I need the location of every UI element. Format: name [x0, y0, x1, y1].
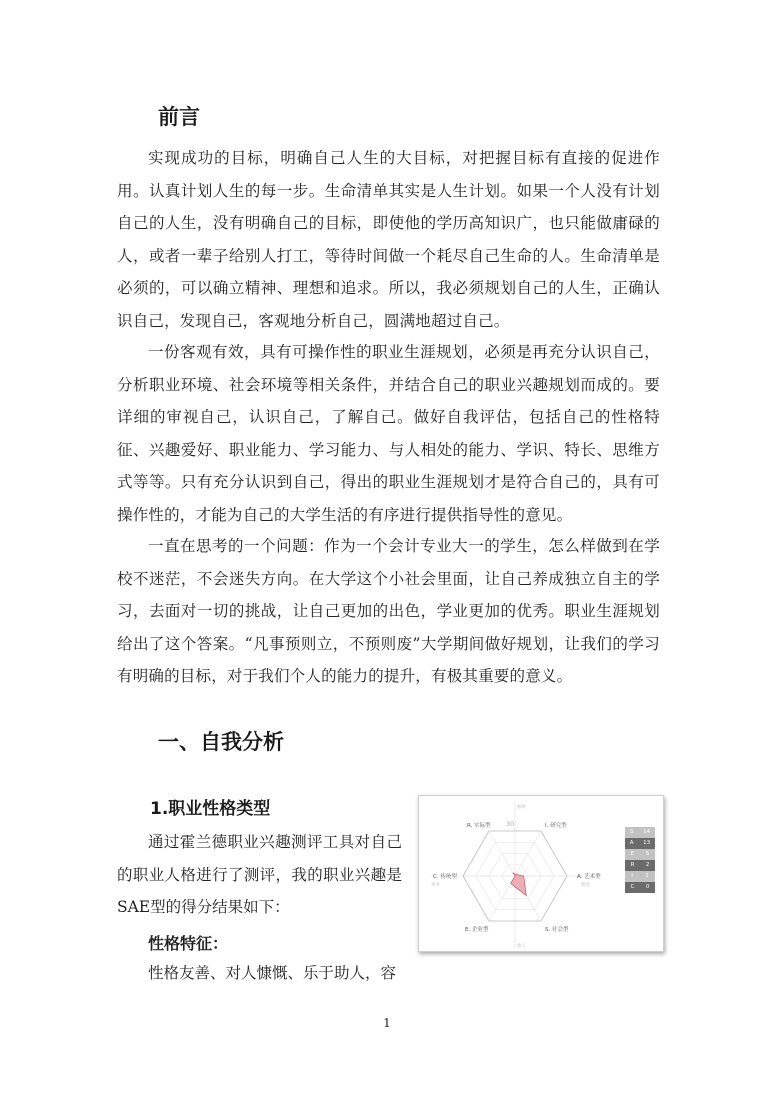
legend-code: R [630, 862, 635, 869]
holland-radar-chart [418, 795, 664, 952]
axis-label-5: R. 实际型 [467, 822, 491, 829]
outer-label-right: 理念 [581, 883, 590, 888]
section-heading-self-analysis: 一、自我分析 [158, 730, 284, 754]
outer-label-bottom: 他人 [517, 944, 526, 949]
axis-label-1: A. 艺术型 [577, 874, 601, 880]
score-legend [625, 827, 655, 893]
legend-value: 2 [645, 862, 650, 869]
preface-heading: 前言 [158, 105, 200, 129]
tick-label: 30 [506, 820, 515, 828]
legend-value: 14 [643, 829, 651, 836]
preface-paragraph-2: 一份客观有效，具有可操作性的职业生涯规划，必须是再充分认识自己，分析职业环境、社会环境等相关条件，并结合自己的职业兴趣规划而成的。要详细的审视自己，认识自己，了解自己。做好自我评估，包括自己的性格特征、兴趣爱好、职业能力、学习能力、与人相处的能力、学识、特长、思维方式等等。只有充分认识到自己，得出的职业生涯规划才是符合自己的，具有可操作性的，才能为自己的大学生活的有序进行提供指导性的意见。 [117, 343, 660, 524]
legend-row-i [625, 871, 655, 882]
legend-value: 13 [643, 840, 651, 847]
axis-label-2: S. 社会型 [545, 927, 569, 934]
preface-paragraph-3: 一直在思考的一个问题：作为一个会计专业大一的学生，怎么样做到在学校不迷茫，不会迷失方向。在大学这个小社会里面，让自己养成独立自主的学习，去面对一切的挑战，让自己更加的出色，学业更加的优秀。职业生涯规划给出了这个答案。“凡事预则立，不预则废”大学期间做好规划，让我们的学习有明确的目标，对于我们个人的能力的提升，有极其重要的意义。 [117, 537, 660, 685]
legend-row-e [625, 849, 655, 860]
legend-row-c [625, 882, 655, 893]
legend-row-r [625, 860, 655, 871]
page-number: 1 [383, 1016, 391, 1030]
axis-label-4: C. 传统型 [433, 874, 457, 880]
axis-label-0: I. 研究型 [545, 822, 567, 829]
legend-row-a [625, 838, 655, 849]
legend-code: S [629, 829, 634, 836]
traits-heading: 性格特征： [148, 934, 229, 953]
legend-code: A [629, 840, 634, 847]
legend-code: E [630, 851, 635, 858]
outer-label-top: 抽象 [517, 805, 526, 810]
legend-value: 5 [645, 851, 650, 858]
data-polygon [511, 873, 527, 896]
legend-code: I [631, 873, 633, 880]
holland-test-paragraph: 通过霍兰德职业兴趣测评工具对自己的职业人格进行了测评，我的职业兴趣是SAE型的得分结果如下： [117, 833, 402, 916]
preface-paragraph-1: 实现成功的目标，明确自己人生的大目标，对把握目标有直接的促进作用。认真计划人生的每一步。生命清单其实是人生计划。如果一个人没有计划自己的人生，没有明确自己的目标，即使他的学历高知识广，也只能做庸碌的人，或者一辈子给别人打工，等待时间做一个耗尽自己生命的人。生命清单是必须的，可以确立精神、理想和追求。所以，我必须规划自己的人生，正确认识自己，发现自己，客观地分析自己，圆满地超过自己。 [117, 149, 660, 330]
legend-code: C [630, 884, 635, 891]
legend-row-s [625, 827, 655, 838]
traits-text: 性格友善、对人慷慨、乐于助人，容 [148, 964, 397, 982]
legend-value: 0 [645, 884, 650, 891]
outer-label-left: 事务 [431, 883, 440, 888]
subsection-heading-personality-type: 1.职业性格类型 [150, 799, 271, 819]
legend-value: 1 [645, 873, 649, 880]
axis-label-3: E. 企业型 [465, 927, 489, 934]
